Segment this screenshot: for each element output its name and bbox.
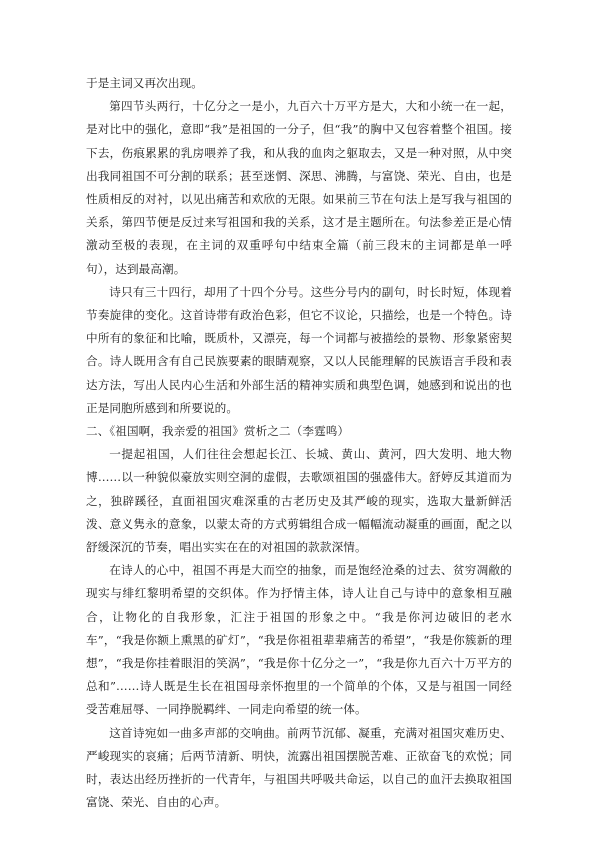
document-body [86, 72, 512, 815]
paragraph-poet-identity: 在诗人的心中，祖国不再是大而空的抽象，而是饱经沧桑的过去、贫穷凋敝的现实与绯红黎明希望的交织体。作为抒情主体，诗人让自己与诗中的意象相互融合，让物化的自我形象，汇注于祖国的形象之中。“我是你河边破旧的老水车”，“我是你额上熏黑的矿灯”，“我是你祖祖辈辈痛苦的希望”，“我是你簇新的理想”，“我是你挂着眼泪的笑涡”，“我是你十亿分之一”，“我是你九百六十万平方的总和”……诗人既是生长在祖国母亲怀抱里的一个简单的个体，又是与祖国一同经受苦难屈辱、一同挣脱羁绊、一同走向希望的统一体。 [86, 563, 512, 717]
paragraph-continuation: 于是主词又再次出现。 [86, 76, 203, 90]
section-heading: 二、《祖国啊，我亲爱的祖国》赏析之二（李霆鸣） [86, 424, 350, 439]
paragraph-fourth-stanza-analysis: 第四节头两行，十亿分之一是小，九百六十万平方是大，大和小统一在一起，是对比中的强化，意即“我”是祖国的一分子，但“我”的胸中又包容着整个祖国。接下去，伤痕累累的乳房喂养了我，和从我的血肉之躯取去，又是一种对照，从中突出我同祖国不可分割的联系；甚至迷惘、深思、沸腾，与富饶、荣光、自由，也是性质相反的对衬，以见出痛苦和欢欣的无限。如果前三节在句法上是写我与祖国的关系，第四节便是反过来写祖国和我的关系，这才是主题所在。句法参差正是心情激动至极的表现，在主词的双重呼句中结束全篇（前三段末的主词都是单一呼句），达到最高潮。 [86, 99, 512, 276]
paragraph-symphony: 这首诗宛如一曲多声部的交响曲。前两节沉郁、凝重，充满对祖国灾难历史、严峻现实的哀痛；后两节清新、明快，流露出祖国摆脱苦难、正欲奋飞的欢悦；同时，表达出经历挫折的一代青年，与祖国共呼吸共命运，以自己的血汗去换取祖国富饶、荣光、自由的心声。 [86, 725, 512, 810]
paragraph-motherland-imagery: 一提起祖国，人们往往会想起长江、长城、黄山、黄河，四大发明、地大物博……以一种貌似豪放实则空洞的虚假，去歌颂祖国的强盛伟大。舒婷反其道而为之，独辟蹊径，直面祖国灾难深重的古老历史及其严峻的现实，选取大量新鲜活泼、意义隽永的意象，以蒙太奇的方式剪辑组合成一幅幅流动凝重的画面，配之以舒缓深沉的节奏，唱出实实在在的对祖国的款款深情。 [86, 447, 512, 555]
paragraph-semicolons-style: 诗只有三十四行，却用了十四个分号。这些分号内的副句，时长时短，体现着节奏旋律的变化。这首诗带有政治色彩，但它不议论，只描绘，也是一个特色。诗中所有的象征和比喻，既质朴，又漂亮，每一个词都与被描绘的景物、形象紧密契合。诗人既用含有自己民族要素的眼睛观察，又以人民能理解的民族语言手段和表达方法，写出人民内心生活和外部生活的精神实质和典型色调，她感到和说出的也正是同胞所感到和所要说的。 [86, 284, 512, 415]
